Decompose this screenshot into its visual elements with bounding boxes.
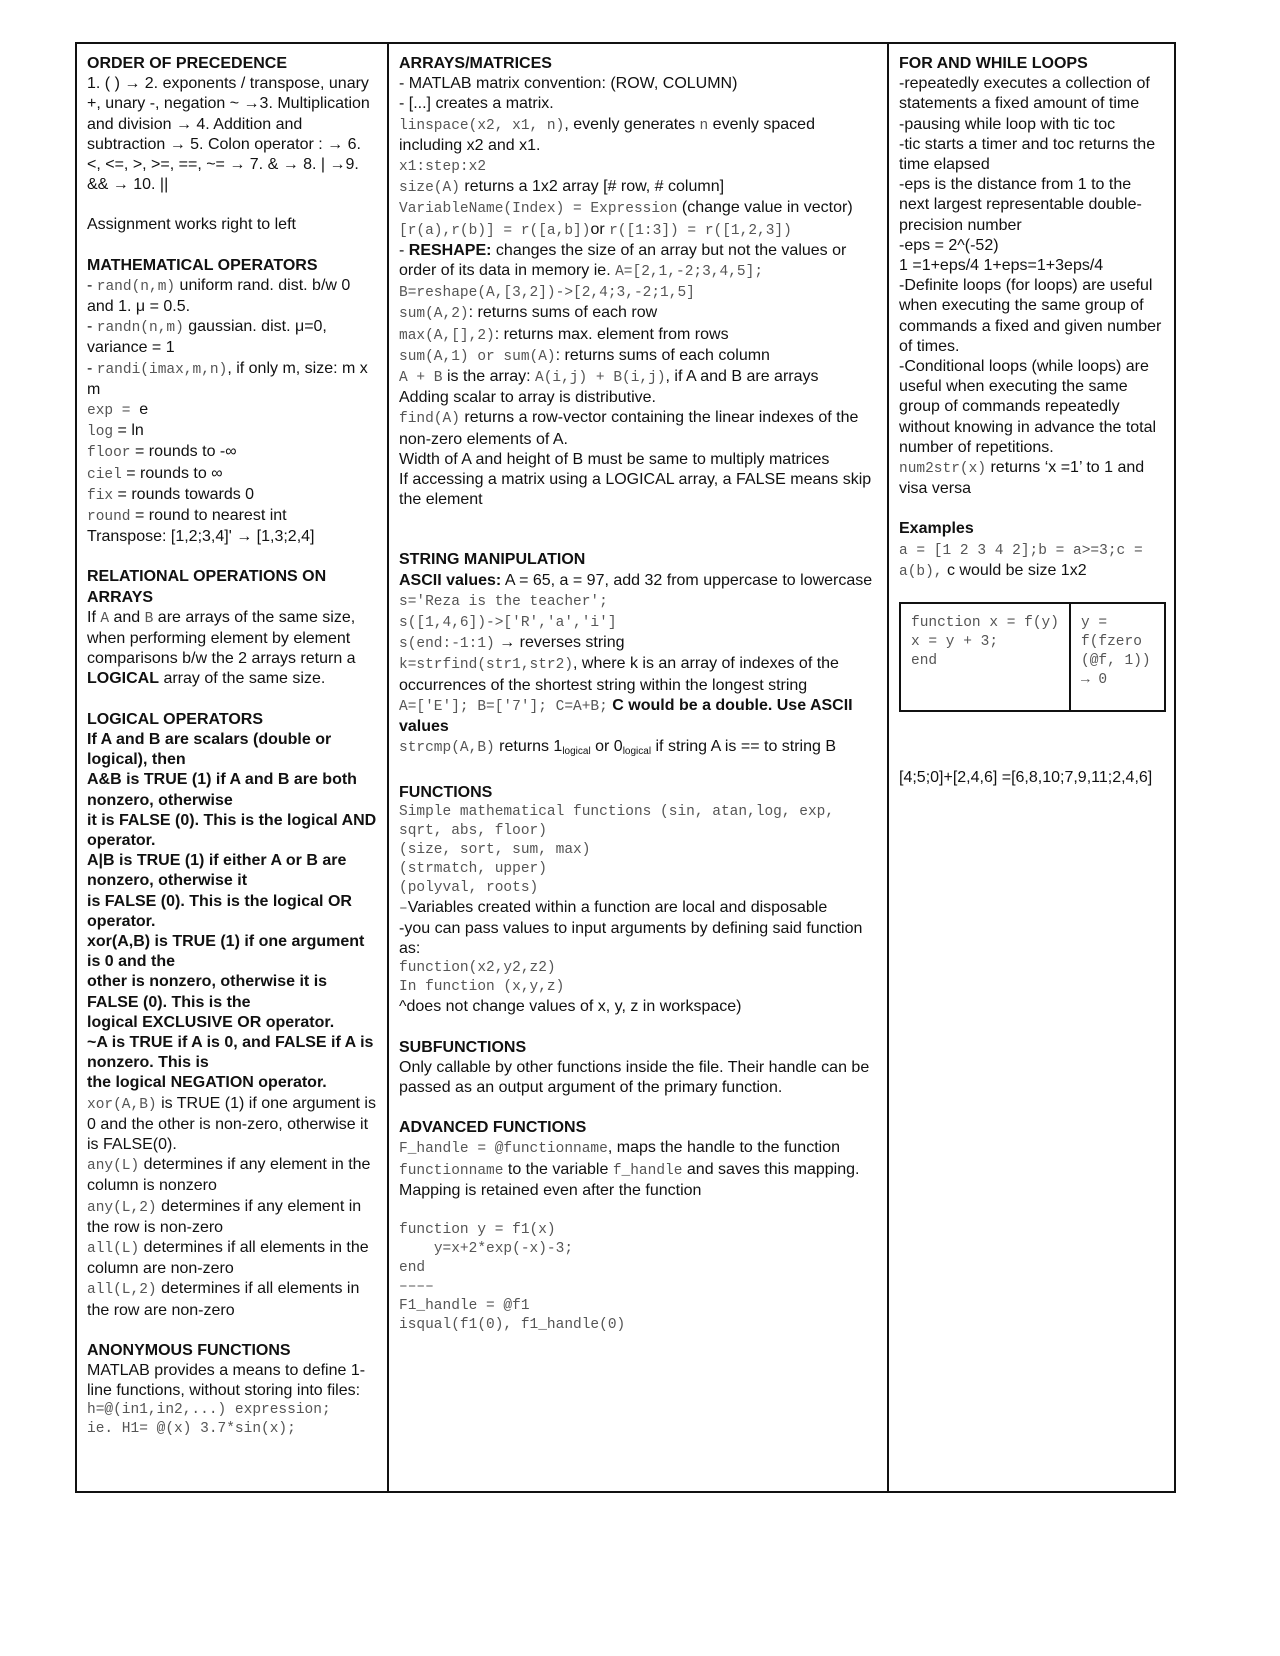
relational-text: If A and B are arrays of the same size, when performing element by element comparisons b/w the 2 arrays return a LOGICAL array of the same size.: [87, 608, 356, 688]
precedence-text: 1. ( ) → 2. exponents / transpose, unary +, unary -, negation ~ →3. Multiplication and division → 4. Addition and subtraction → 5. Colon operator : → 6. <, <=, >, >=, ==, ~= → 7. & → 8. | →9. && → 10. ||: [87, 75, 370, 194]
any-entry: any(L) determines if any element in the column is nonzero: [87, 1156, 371, 1195]
sum-broadcast-example: [4;5;0]+[2,4,6] =[6,8,10;7,9,11;2,4,6]: [899, 769, 1153, 787]
scalar-entry: Adding scalar to array is distributive.: [399, 389, 656, 407]
column-middle: [389, 44, 889, 1491]
max-entry: max(A,[],2): returns max. element from rows: [399, 325, 729, 344]
table-cell-function: function x = f(y) x = y + 3; end: [900, 603, 1070, 711]
logic-line: ~A is TRUE if A is 0, and FALSE if A is nonzero. This is: [87, 1033, 374, 1072]
loops-line: -Conditional loops (while loops) are useful when executing the same group of commands repeatedly without knowing in advance the total number of repetitions.: [899, 358, 1157, 456]
loops-line: 1 =1+eps/4 1+eps=1+3eps/4: [899, 257, 1104, 275]
advanced-heading: ADVANCED FUNCTIONS: [399, 1119, 587, 1137]
rand-entry: - rand(n,m) uniform rand. dist. b/w 0 and 1. μ = 0.5.: [87, 276, 351, 316]
string-heading: STRING MANIPULATION: [399, 551, 586, 569]
transpose-entry: Transpose: [1,2;3,4]' → [1,3;2,4]: [87, 528, 315, 546]
logic-line: If A and B are scalars (double or logical), then: [87, 730, 332, 769]
logic-line: A|B is TRUE (1) if either A or B are nonzero, otherwise it: [87, 852, 347, 890]
anonymous-code: h=@(in1,in2,...) expression;: [87, 1402, 331, 1419]
table-cell-fzero: y = f(fzero (@f, 1)) → 0: [1070, 603, 1165, 711]
arrays-line: - [...] creates a matrix.: [399, 95, 554, 113]
logic-line: it is FALSE (0). This is the logical AND operator.: [87, 811, 377, 849]
functions-pass: -you can pass values to input arguments by defining said function as:: [399, 919, 863, 958]
reshape-entry: - RESHAPE: changes the size of an array but not the values or order of its data in memory ie. A=[2,1,-2;3,4,5];: [399, 241, 847, 281]
size-entry: size(A) returns a 1x2 array [# row, # column]: [399, 178, 725, 197]
string-example: s='Reza is the teacher';: [399, 593, 608, 610]
all2-entry: all(L,2) determines if all elements in the row are non-zero: [87, 1280, 360, 1319]
sum-cols-entry: sum(A,1) or sum(A): returns sums of each column: [399, 346, 770, 365]
loops-line: -Definite loops (for loops) are useful when executing the same group of commands a fixed and given number of times.: [899, 277, 1162, 355]
string-example: s([1,4,6])->['R','a','i']: [399, 615, 617, 632]
round-entry: round = round to nearest int: [87, 507, 287, 526]
arrays-line: - MATLAB matrix convention: (ROW, COLUMN): [399, 75, 738, 93]
fix-entry: fix = rounds towards 0: [87, 485, 255, 504]
reshape-example: B=reshape(A,[3,2])->[2,4;3,-2;1,5]: [399, 285, 695, 302]
strcmp-entry: strcmp(A,B) returns $1_{logical}$ or $0_{logical}$ if string A is == to string B: [399, 738, 837, 758]
anonymous-text: MATLAB provides a means to define 1-line functions, without storing into files:: [87, 1361, 366, 1400]
char-add-entry: A=['E']; B=['7']; C=A+B; C would be a double. Use ASCII values: [399, 696, 853, 736]
column-left: [77, 44, 389, 1491]
reverse-entry: s(end:-1:1) → reverses string: [399, 634, 625, 653]
randn-entry: - randn(n,m) gaussian. dist. μ=0, variance = 1: [87, 318, 327, 357]
all-entry: all(L) determines if all elements in the column are non-zero: [87, 1238, 369, 1278]
precedence-heading: ORDER OF PRECEDENCE: [87, 55, 288, 72]
advanced-code: function y = f1(x) y=x+2*exp(-x)-3; end –––– F1_handle = @f1 isqual(f1(0), f1_handle(0): [399, 1221, 626, 1333]
loops-line: -pausing while loop with tic toc: [899, 115, 1116, 133]
loops-heading: FOR AND WHILE LOOPS: [899, 55, 1088, 72]
cheat-sheet: [75, 42, 1176, 1493]
subfunctions-text: Only callable by other functions inside the file. Their handle can be passed as an output argument of the primary function.: [399, 1058, 870, 1096]
functions-note: ^does not change values of x, y, z in workspace): [399, 998, 742, 1016]
varname-entry: VariableName(Index) = Expression (change value in vector): [399, 199, 853, 218]
logical-index-entry: If accessing a matrix using a LOGICAL array, a FALSE means skip the element: [399, 471, 872, 509]
floor-entry: floor = rounds to -∞: [87, 443, 237, 462]
functions-heading: FUNCTIONS: [399, 783, 493, 801]
linspace-entry: linspace(x2, x1, n), evenly generates n evenly spaced including x2 and x1.: [399, 115, 815, 154]
exp-entry: exp = e: [87, 401, 149, 420]
loops-line: -repeatedly executes a collection of statements a fixed amount of time: [899, 75, 1150, 113]
math-operators-heading: MATHEMATICAL OPERATORS: [87, 256, 318, 274]
loops-line: -eps is the distance from 1 to the next largest representable double-precision number: [899, 176, 1142, 234]
subfunctions-heading: SUBFUNCTIONS: [399, 1038, 527, 1056]
sum-rows-entry: sum(A,2): returns sums of each row: [399, 304, 658, 323]
assignment-note: Assignment works right to left: [87, 216, 296, 234]
logical-operators-heading: LOGICAL OPERATORS: [87, 710, 264, 728]
column-right: [889, 44, 1174, 1491]
anonymous-functions-heading: ANONYMOUS FUNCTIONS: [87, 1341, 291, 1359]
num2str-entry: num2str(x) returns ‘x =1’ to 1 and visa versa: [899, 459, 1145, 498]
add-arrays-entry: A + B is the array: A(i,j) + B(i,j), if A and B are arrays: [399, 368, 819, 387]
log-entry: log = ln: [87, 422, 144, 441]
functions-list: Simple mathematical functions (sin, atan,log, exp, sqrt, abs, floor) (size, sort, sum, max) (strmatch, upper) (polyval, roots): [399, 803, 835, 896]
multiply-entry: Width of A and height of B must be same to multiply matrices: [399, 450, 830, 468]
relational-heading: RELATIONAL OPERATIONS ON ARRAYS: [87, 568, 327, 606]
xor-entry: xor(A,B) is TRUE (1) if one argument is 0 and the other is non-zero, otherwise it is FALSE(0).: [87, 1094, 376, 1153]
logic-line: logical EXCLUSIVE OR operator.: [87, 1013, 335, 1031]
logic-line: other is nonzero, otherwise it is FALSE (0). This is the: [87, 973, 328, 1011]
any2-entry: any(L,2) determines if any element in the row is non-zero: [87, 1197, 362, 1236]
functions-code: function(x2,y2,z2) In function (x,y,z): [399, 960, 565, 996]
loops-line: -tic starts a timer and toc returns the time elapsed: [899, 135, 1156, 174]
examples-entry: a = [1 2 3 4 2];b = a>=3;c = a(b), c would be size 1x2: [899, 542, 1143, 580]
find-entry: find(A) returns a row-vector containing the linear indexes of the non-zero elements of A.: [399, 409, 859, 448]
examples-heading: Examples: [899, 520, 974, 538]
logic-line: A&B is TRUE (1) if A and B are both nonzero, otherwise: [87, 771, 357, 809]
logic-line: xor(A,B) is TRUE (1) if one argument is 0 and the: [87, 932, 365, 971]
arrays-heading: ARRAYS/MATRICES: [399, 55, 552, 72]
logic-line: is FALSE (0). This is the logical OR operator.: [87, 892, 352, 930]
function-example-table: [899, 602, 1166, 712]
step-entry: x1:step:x2: [399, 159, 487, 176]
functions-local: –Variables created within a function are local and disposable: [399, 898, 828, 917]
randi-entry: - randi(imax,m,n), if only m, size: m x m: [87, 359, 368, 398]
strfind-entry: k=strfind(str1,str2), where k is an array of indexes of the occurrences of the shortest string within the longest string: [399, 655, 839, 694]
loops-line: -eps = 2^(-52): [899, 236, 999, 254]
logic-line: the logical NEGATION operator.: [87, 1074, 327, 1092]
indexing-entry: [r(a),r(b)] = r([a,b])or r([1:3]) = r([1,2,3]): [399, 220, 792, 239]
anonymous-example: ie. H1= @(x) 3.7*sin(x);: [87, 1421, 296, 1438]
ascii-entry: ASCII values: A = 65, a = 97, add 32 from uppercase to lowercase: [399, 571, 873, 589]
ciel-entry: ciel = rounds to ∞: [87, 464, 223, 483]
advanced-text: F_handle = @functionname, maps the handle to the function functionname to the variable f_handle and saves this mapping. Mapping is retained even after the function: [399, 1139, 860, 1199]
